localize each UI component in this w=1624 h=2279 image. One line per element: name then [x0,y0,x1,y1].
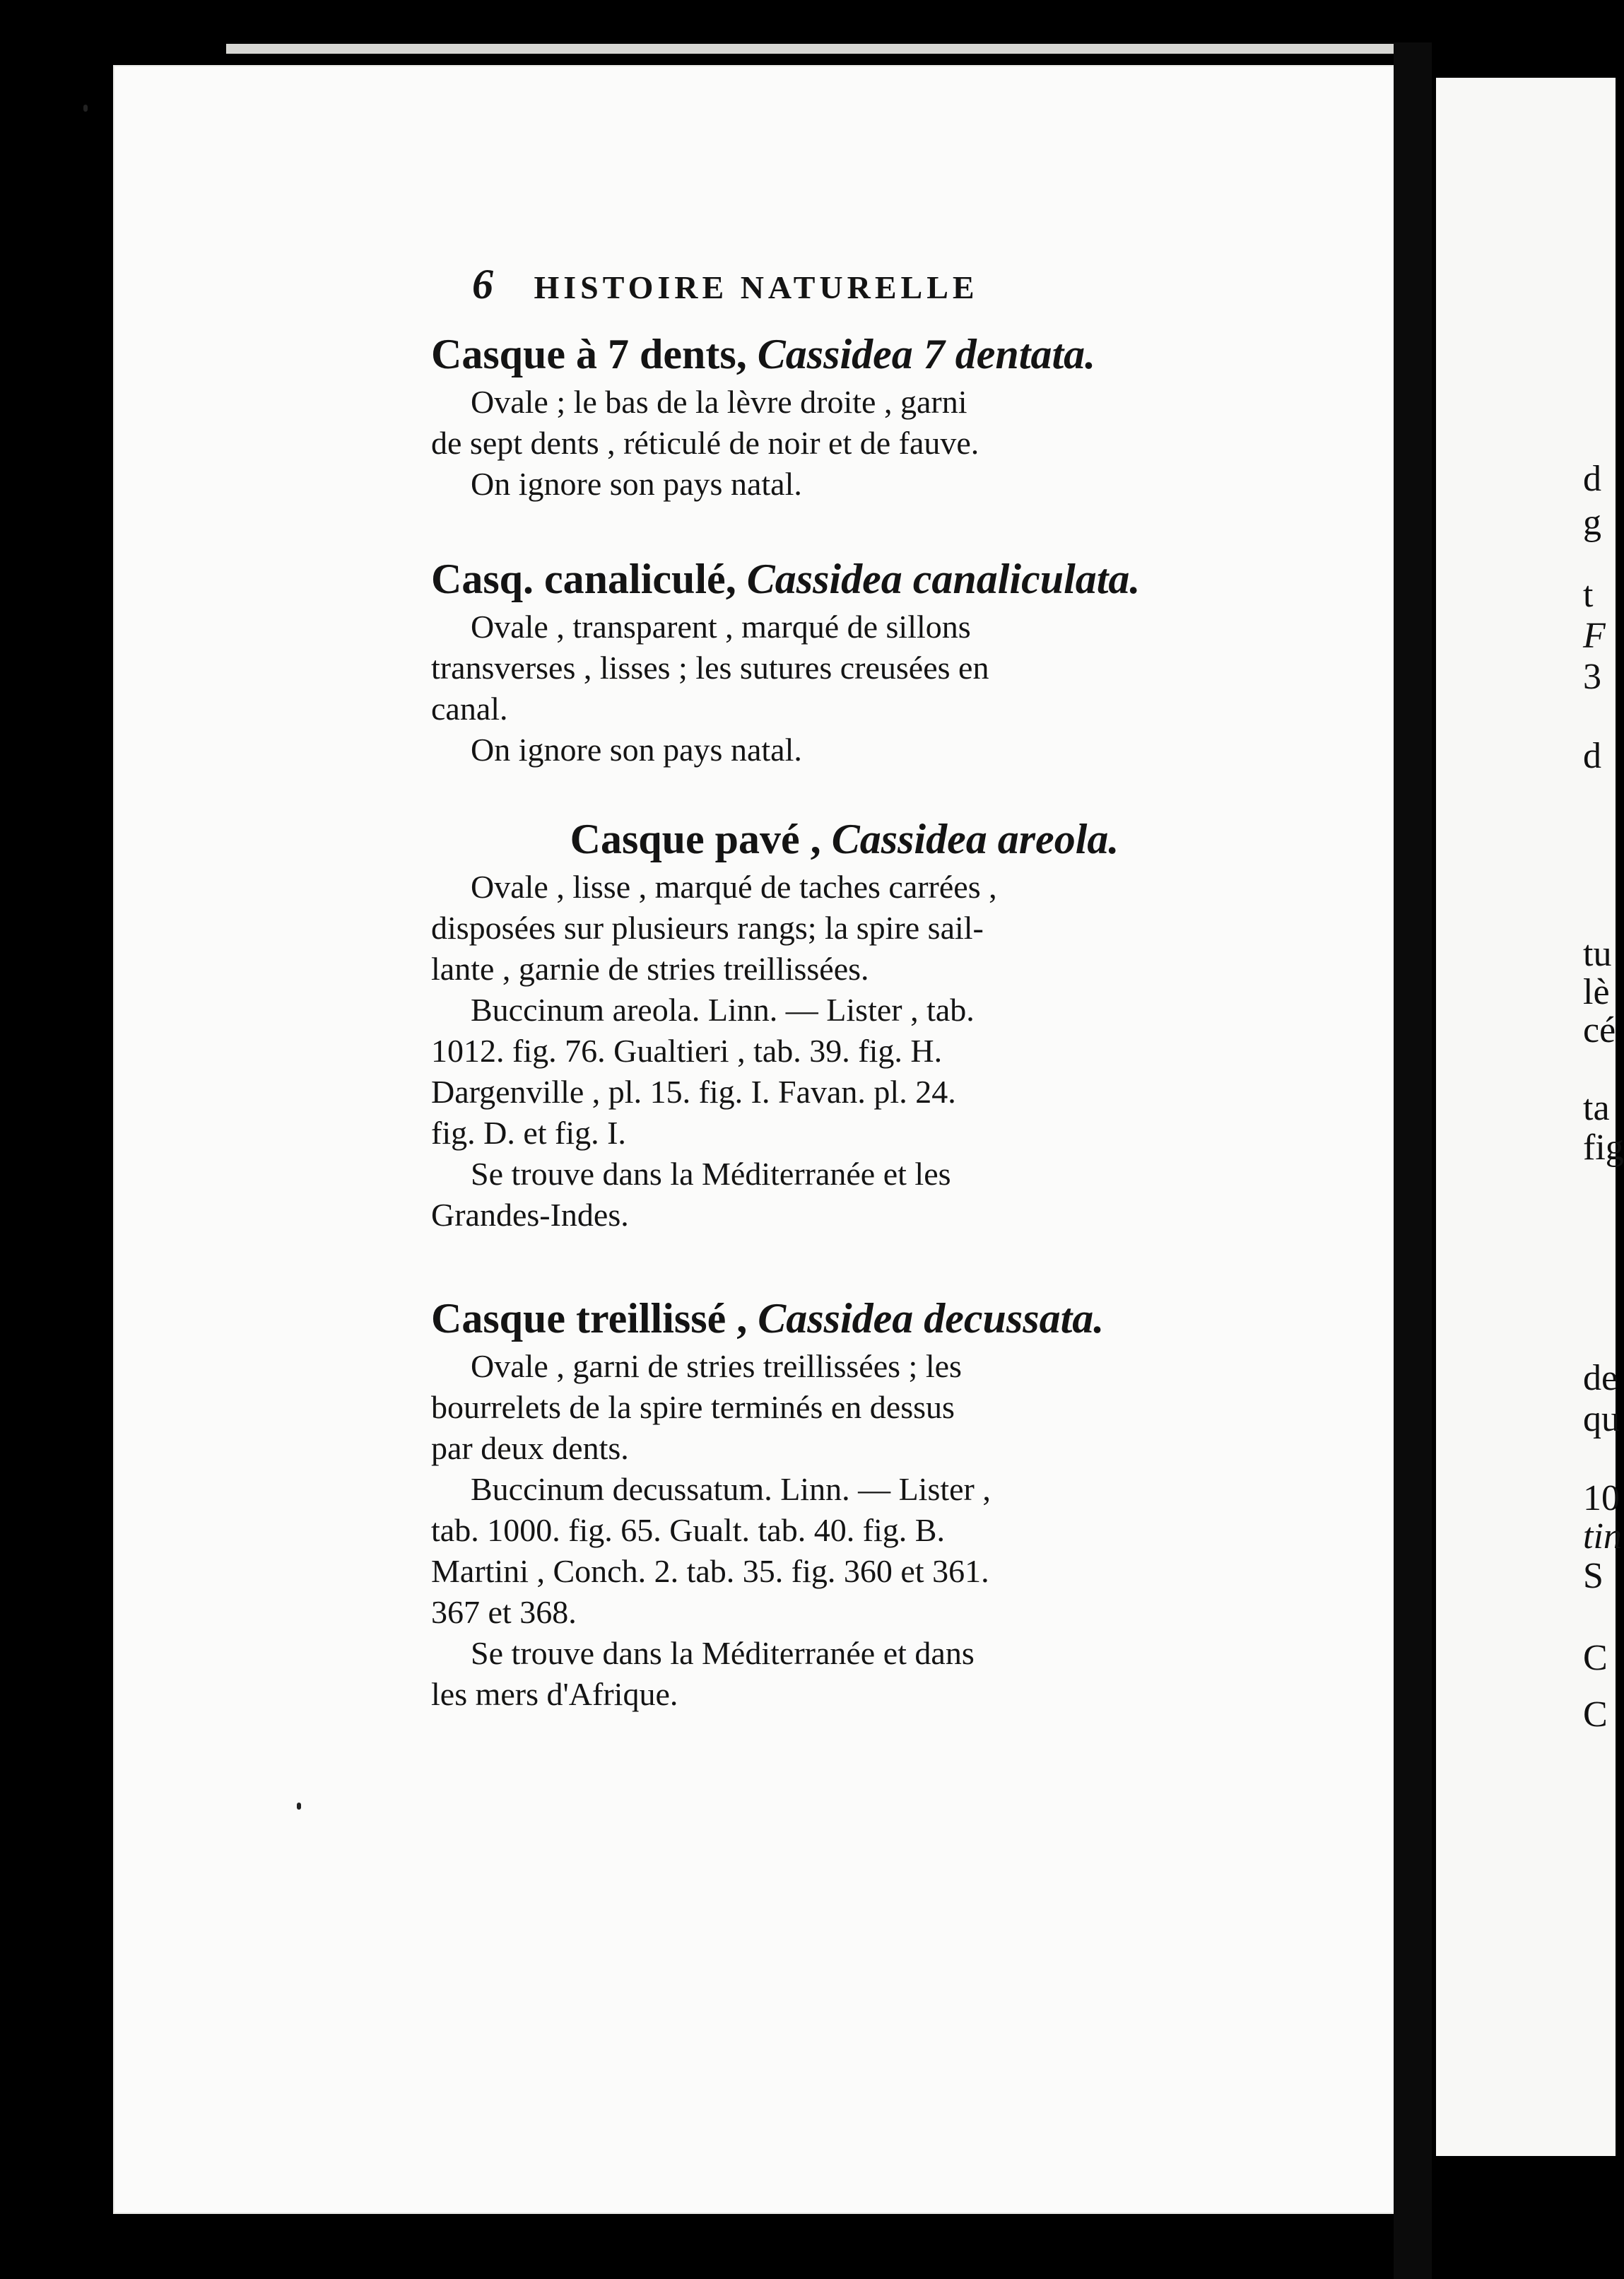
reference-line: Buccinum decussatum. Linn. — Lister , [471,1471,991,1507]
description-line: Ovale ; le bas de la lèvre droite , garni [471,384,967,420]
description-line: bourrelets de la spire terminés en dessus [431,1389,955,1425]
habitat-line: On ignore son pays natal. [471,466,802,502]
description-line: par deux dents. [431,1430,629,1466]
habitat-line: Grandes-Indes. [431,1197,629,1233]
scan-speck [83,105,88,112]
entry-heading-french: Casque pavé , [570,816,821,862]
facing-page-fragment: d [1583,736,1601,776]
facing-page-fragment: C [1583,1694,1608,1735]
entry-heading-latin: Cassidea 7 dentata. [757,331,1096,377]
reference-line: 367 et 368. [431,1594,577,1630]
facing-page-fragment: g [1583,503,1601,543]
reference-line: Buccinum areola. Linn. — Lister , tab. [471,992,975,1028]
running-head [472,260,1320,309]
description-line: lante , garnie de stries treillissées. [431,951,869,987]
facing-page-fragment: 3 [1583,657,1601,697]
entry-heading-french: Casq. canaliculé, [431,556,736,602]
entry-heading-french: Casque treillissé , [431,1295,748,1342]
entry-casque-7-dents [431,327,1258,505]
reference-line: Dargenville , pl. 15. fig. I. Favan. pl. 24. [431,1074,956,1110]
entry-casque-pave [431,812,1258,1236]
facing-page-fragment: t [1583,575,1594,615]
facing-page-fragment: ta [1583,1088,1610,1128]
entry-heading [431,812,1258,867]
facing-page-fragment: qu [1583,1399,1620,1439]
description-line: Ovale , transparent , marqué de sillons [471,609,971,645]
running-head-title: HISTOIRE NATURELLE [534,269,979,305]
facing-page-fragment: tu [1583,934,1612,974]
scan-speck [297,1803,301,1810]
description-line: Ovale , garni de stries treillissées ; les [471,1348,962,1384]
entry-heading-latin: Cassidea canaliculata. [746,556,1141,602]
facing-page-fragment: C [1583,1638,1608,1678]
description-line: disposées sur plusieurs rangs; la spire sail- [431,910,984,946]
page-number: 6 [472,261,493,307]
facing-page-fragment: F [1583,616,1606,656]
facing-page-fragment: fig [1583,1127,1624,1168]
habitat-line: les mers d'Afrique. [431,1676,678,1712]
habitat-line: Se trouve dans la Méditerranée et dans [471,1635,975,1671]
reference-line: fig. D. et fig. I. [431,1115,626,1151]
entry-heading [431,327,1258,382]
entry-heading-latin: Cassidea areola. [831,816,1119,862]
description-line: canal. [431,691,508,727]
facing-page-fragment: d [1583,459,1601,499]
facing-page-fragment: lè [1583,972,1610,1012]
facing-page-fragment: de [1583,1358,1618,1398]
facing-page-fragment: 10 [1583,1478,1620,1518]
book-gutter [1394,42,1432,2279]
habitat-line: Se trouve dans la Méditerranée et les [471,1156,951,1192]
entry-casque-canalicule [431,551,1258,771]
facing-page-fragment: tin [1583,1516,1622,1557]
facing-page-fragment: cé [1583,1010,1616,1050]
entry-heading [431,1291,1258,1346]
page-top-edge [226,44,1399,54]
entry-heading [431,551,1258,607]
facing-page-fragment: S [1583,1556,1604,1596]
reference-line: tab. 1000. fig. 65. Gualt. tab. 40. fig. B. [431,1512,945,1548]
entry-heading-french: Casque à 7 dents, [431,331,747,377]
description-line: Ovale , lisse , marqué de taches carrées , [471,869,997,905]
reference-line: Martini , Conch. 2. tab. 35. fig. 360 et 361. [431,1553,989,1589]
entry-casque-treillisse [431,1291,1258,1715]
description-line: transverses , lisses ; les sutures creusées en [431,650,989,686]
habitat-line: On ignore son pays natal. [471,732,802,768]
reference-line: 1012. fig. 76. Gualtieri , tab. 39. fig. H. [431,1033,943,1069]
entry-heading-latin: Cassidea decussata. [758,1295,1105,1342]
description-line: de sept dents , réticulé de noir et de fauve. [431,425,979,461]
